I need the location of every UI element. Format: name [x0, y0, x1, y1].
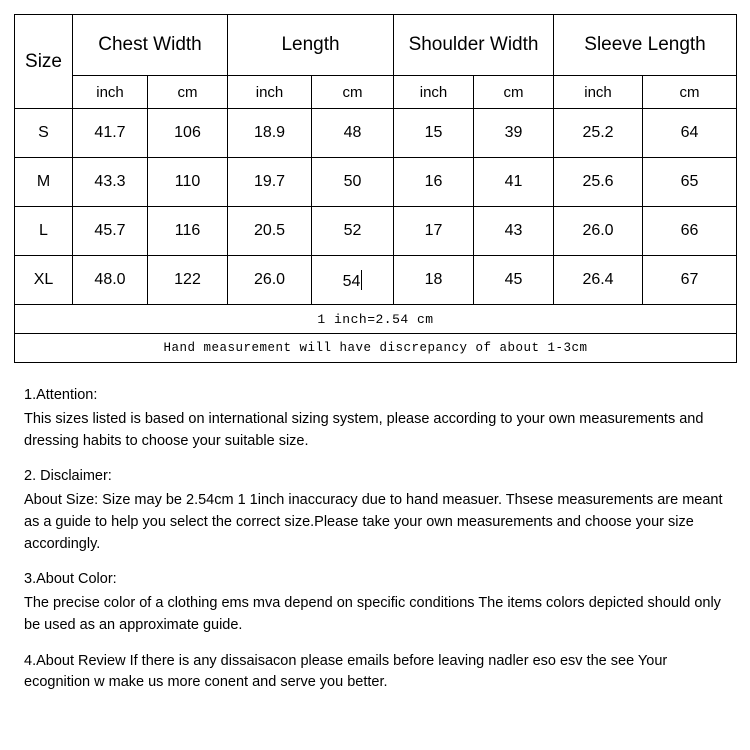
cell-length-inch: 20.5: [228, 207, 312, 256]
attention-body: This sizes listed is based on international sizing system, please according to your own measurements and dressing habits to choose your suitable size.: [24, 410, 704, 449]
cell-shoulder-cm: 39: [474, 109, 554, 158]
header-size: Size: [15, 15, 73, 109]
unit-length-cm: cm: [312, 76, 394, 109]
cell-sleeve-cm: 67: [643, 256, 737, 305]
review-body: 4.About Review If there is any dissaisacon please emails before leaving nadler eso esv the see Your ecognition w make us more conent and serve you better.: [24, 652, 668, 691]
disclaimer-body: About Size: Size may be 2.54cm 1 1inch inaccuracy due to hand measuer. Thsese measurements are meant as a guide to help you select the correct size.Please take your own measurements and choose your size accordingly.: [24, 492, 723, 552]
footnote-conversion: 1 inch=2.54 cm: [15, 305, 737, 334]
cell-shoulder-cm: 41: [474, 158, 554, 207]
table-row: [15, 109, 737, 158]
table-header-row: [15, 15, 737, 76]
table-row: [15, 158, 737, 207]
text-cursor: [361, 270, 362, 290]
cell-shoulder-inch: 17: [394, 207, 474, 256]
unit-sleeve-cm: cm: [643, 76, 737, 109]
cell-chest-cm: 110: [148, 158, 228, 207]
cell-chest-inch: 48.0: [73, 256, 148, 305]
cell-chest-inch: 45.7: [73, 207, 148, 256]
row-size-label: XL: [15, 256, 73, 305]
cell-length-cm: 48: [312, 109, 394, 158]
footnote-discrepancy: Hand measurement will have discrepancy of about 1-3cm: [15, 334, 737, 363]
notes-section: [24, 385, 732, 694]
table-row: [15, 256, 737, 305]
cell-chest-cm: 116: [148, 207, 228, 256]
cell-shoulder-cm: 43: [474, 207, 554, 256]
unit-chest-inch: inch: [73, 76, 148, 109]
cell-length-inch: 18.9: [228, 109, 312, 158]
cell-length-inch: 19.7: [228, 158, 312, 207]
cell-chest-inch: 41.7: [73, 109, 148, 158]
cell-chest-cm: 122: [148, 256, 228, 305]
cell-sleeve-cm: 65: [643, 158, 737, 207]
header-sleeve-length: Sleeve Length: [554, 15, 737, 76]
cell-sleeve-cm: 66: [643, 207, 737, 256]
table-footnote-row: [15, 305, 737, 334]
unit-shoulder-inch: inch: [394, 76, 474, 109]
cell-shoulder-inch: 16: [394, 158, 474, 207]
header-chest-width: Chest Width: [73, 15, 228, 76]
cell-shoulder-inch: 18: [394, 256, 474, 305]
color-body: The precise color of a clothing ems mva depend on specific conditions The items colors depicted should only be used as an approximate guide.: [24, 595, 721, 633]
cell-chest-inch: 43.3: [73, 158, 148, 207]
header-shoulder-width: Shoulder Width: [394, 15, 554, 76]
table-footnote-row: [15, 334, 737, 363]
cell-sleeve-inch: 25.2: [554, 109, 643, 158]
cell-sleeve-inch: 26.4: [554, 256, 643, 305]
cell-length-cm: 52: [312, 207, 394, 256]
table-unit-row: [15, 76, 737, 109]
unit-chest-cm: cm: [148, 76, 228, 109]
attention-heading: 1.Attention:: [24, 387, 98, 403]
cell-length-cm: 50: [312, 158, 394, 207]
cell-sleeve-inch: 26.0: [554, 207, 643, 256]
cell-length-cm[interactable]: [312, 256, 394, 305]
cell-shoulder-inch: 15: [394, 109, 474, 158]
cell-length-cm-value: 54: [342, 272, 361, 290]
cell-chest-cm: 106: [148, 109, 228, 158]
cell-shoulder-cm: 45: [474, 256, 554, 305]
row-size-label: S: [15, 109, 73, 158]
unit-length-inch: inch: [228, 76, 312, 109]
header-length: Length: [228, 15, 394, 76]
size-chart-table: [14, 14, 737, 363]
cell-sleeve-inch: 25.6: [554, 158, 643, 207]
color-heading: 3.About Color:: [24, 571, 117, 588]
unit-shoulder-cm: cm: [474, 76, 554, 109]
cell-length-inch: 26.0: [228, 256, 312, 305]
cell-sleeve-cm: 64: [643, 109, 737, 158]
row-size-label: L: [15, 207, 73, 256]
row-size-label: M: [15, 158, 73, 207]
table-row: [15, 207, 737, 256]
unit-sleeve-inch: inch: [554, 76, 643, 109]
disclaimer-heading: 2. Disclaimer:: [24, 468, 112, 485]
